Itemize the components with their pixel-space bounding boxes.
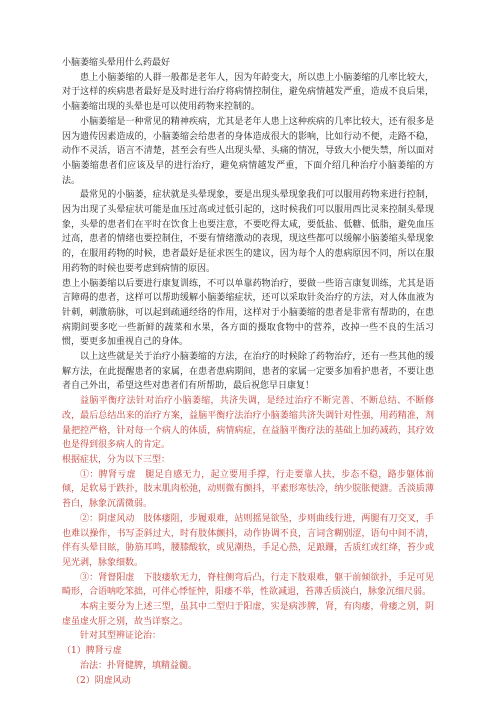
list-item: 治法：扑肾健脾，填精益髓。 [80, 660, 198, 671]
list-item: （2）阴虚风动 [71, 675, 131, 686]
symptom-type-2: ②：阴虚风动 肢体痿阻，步履艰难，站则摇晃欲坠，步则曲线行进，两腿有刀交叉，手也难以操作，书写歪斜过大，时有肢体颤抖，动作协调不良，言词含糊别涩，语句中间不清，伴有头晕目眩，胁筋耳鸣，腰膝酸软，或见潮热，手足心热，足踉跚，舌质红或红绛，苔少或见光剥，脉象细数。 [62, 513, 434, 568]
symptom-type-1: ①：脾肾亏虚 腿足自感无力，起立要用手撑，行走要靠人扶，步态不稳，路步躯体前倾，足软易于跌扑，肢末肌肉松弛，动则微有颤抖，平素形寒怯冷，纳少脘胀便溏。舌淡质薄苔白，脉象沉濡微弱。 [62, 469, 434, 510]
symptom-type-3: ③：肾督阳虚 下肢痿软无力，脊柱侧弯后凸，行走下肢艰难，躯干前倾欲扑，手足可见畸形，合语呐吃笨拙，可伴心悸怔忡，阳痿不举，性欲减退，苔薄舌质淡白，脉象沉细尺弱。 [62, 572, 434, 598]
paragraph: 最常见的小脑萎，症状就是头晕现象，要是出现头晕现象我们可以服用药物来进行控制，因为出现了头晕症状可能是血压过高或过低引起的，这时候我们可以服用西比灵来控制头晕现象，头晕的患者们在平时在饮食上也要注意，不要吃得太咸，要低盐、低糖、低脂，避免血压过高，患者的情绪也要控制住，不要有情绪激动的表现，现这些都可以缓解小脑萎缩头晕现象的，在服用药物的时候，患者最好是征求医生的建议，因为每个人的患病原因不同，所以在服用药物的时候也要考虑到病情的原因。 [62, 190, 434, 274]
list-item: （1）脾肾亏虚 [62, 646, 122, 657]
highlight-paragraph: 益脑平衡疗法针对治疗小脑萎缩，共济失调，是经过治疗不断完善、不断总结、不断修改，最后总结出来的治疗方案，益脑平衡疗法治疗小脑萎缩共济失调针对性强，用药精准，剂量把控严格，针对每一个病人的体质，病情病症，在益脑平衡疗法的基础上加药减药，其疗效也是得到很多病人的肯定。 [62, 396, 434, 451]
highlight-paragraph: 本病主要分为上述三型，虽其中二型归于阳虚，实是病涉脾，肾，有肉痿，骨痿之别，阴虚虽虚火肝之别，故当详察之。 [62, 602, 434, 627]
paragraph: 患上小脑萎缩以后要进行康复训练，不可以单靠药物治疗，要做一些语言康复训练，尤其是语言障碍的患者，这样可以帮助缓解小脑萎缩症状，还可以采取针灸治疗的方法，对人体血液为针刺，刺激筋脉，可以起到疏通经络的作用，这样对于小脑萎缩的患者是非常有帮助的，在患病期间要多吃一些新鲜的蔬菜和水果，各方面的摄取食物中的营养，改掉一些不良的生活习惯，要更多加重视自己的身体。 [62, 278, 434, 348]
subheading: 针对其型辨证论治： [80, 631, 162, 642]
document-page [62, 56, 434, 688]
paragraph: 以上这些就是关于治疗小脑萎缩的方法，在治疗的时候除了药物治疗，还有一些其他的缓解方法，在此提醒患者的家属，在患者患病期间，患者的家属一定要多加看护患者，不要让患者自己外出，希望这些对患者们有所帮助，最后祝您早日康复！ [62, 352, 434, 392]
paragraph: 小脑萎缩是一种常见的精神疾病，尤其是老年人患上这种疾病的几率比较大，还有很多是因为遗传因素造成的，小脑萎缩会给患者的身体造成很大的影响，比如行动不便，走路不稳，动作不灵活，语言不清楚，甚至会有些人出现头晕、头痛的情况，导致大小便失禁，所以面对小脑萎缩患者们应该及早的进行治疗，避免病情越发严重，下面介绍几种治疗小脑萎缩的方法。 [62, 116, 434, 186]
document-title: 小脑萎缩头晕用什么药最好 [62, 58, 171, 68]
highlight-paragraph: 根据症状，分为以下三型： [62, 454, 171, 465]
paragraph: 患上小脑萎缩的人群一般都是老年人，因为年龄变大，所以患上小脑萎缩的几率比较大，对于这样的疾病患者最好是及时进行治疗将病情控制住，避免病情越发严重，造成不良后果，小脑萎缩出现的头晕也是可以使用药物来控制的。 [62, 72, 434, 113]
